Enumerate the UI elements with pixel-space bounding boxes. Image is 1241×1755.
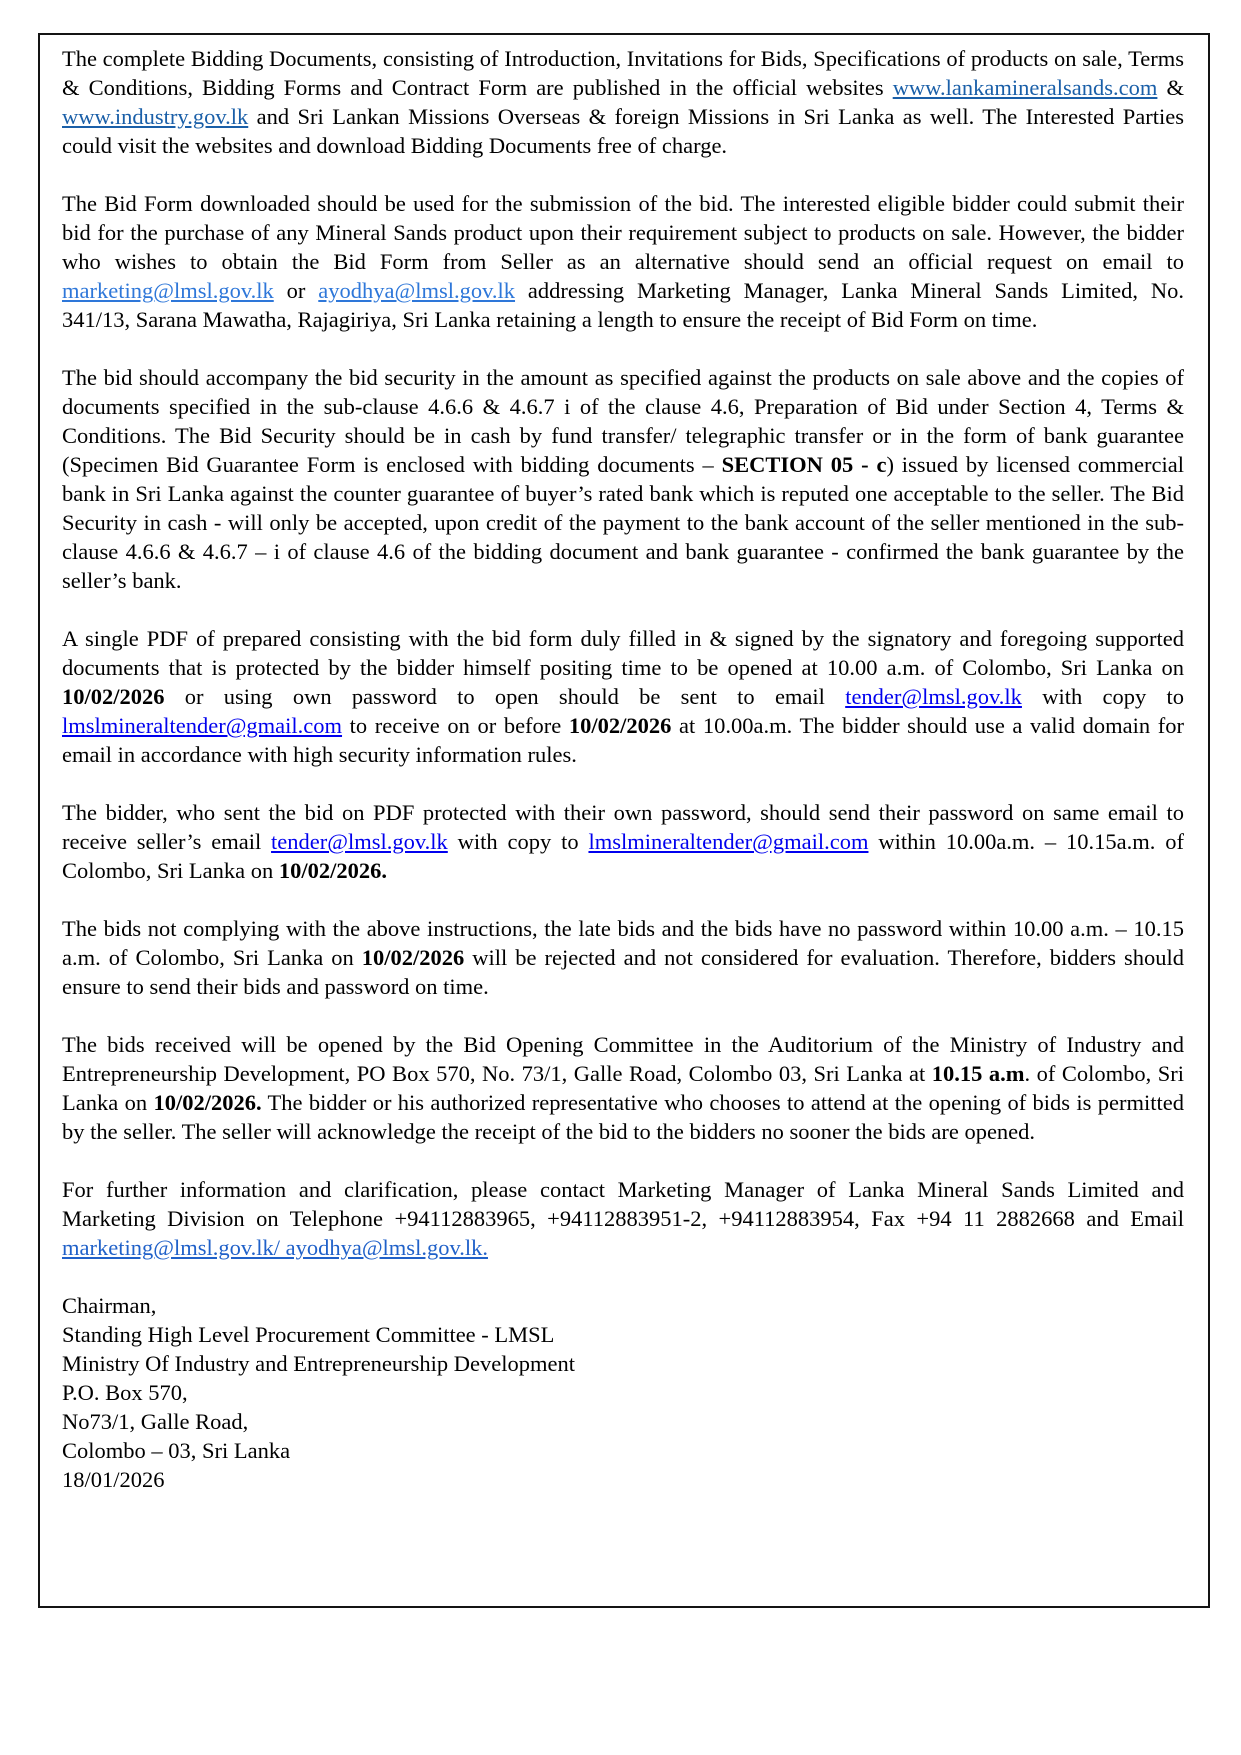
paragraph-rejection [62,914,1184,1001]
paragraph-bid-opening [62,1030,1184,1146]
signature-line: No73/1, Galle Road, [62,1409,249,1434]
body-text: For further information and clarification, please contact Marketing Manager of Lanka Mineral Sands Limited and Marketing Division on Telephone +94112883965, +94112883951-2, +94112883954, Fax +94 11 2882668 and Email [62,1177,1184,1231]
signature-line: Chairman, [62,1293,157,1318]
document-page [38,33,1210,1608]
paragraph-password [62,798,1184,885]
body-text: ) issued by licensed commercial bank in Sri Lanka against the counter guarantee of buyer’s rated bank which is reputed one acceptable to the seller. The Bid Security in cash - will only be accepted, upon credit of the payment to the bank account of the seller mentioned in the sub-clause 4.6.6 & 4.6.7 – i of clause 4.6 of the bidding document and bank guarantee - confirmed the bank guarantee by the seller’s bank. [62,452,1185,593]
bold-text: 10/02/2026 [568,713,672,738]
body-text: The complete Bidding Documents, consisting of Introduction, Invitations for Bids, Specifications of products on sale, Terms & Conditions, Bidding Forms and Contract Form are published in the official websites [62,46,1184,100]
body-text: & [1157,75,1184,100]
body-text: The bid should accompany the bid security in the amount as specified against the products on sale above and the copies of documents specified in the sub-clause 4.6.6 & 4.6.7 i of the clause 4.6, Preparation of Bid under Section 4, Terms & Conditions. The Bid Security should be in cash by fund transfer/ telegraphic transfer or in the form of bank guarantee (Specimen Bid Guarantee Form is enclosed with bidding documents – [62,365,1184,477]
bold-text: SECTION 05 - c [721,452,887,477]
body-text: with copy to [447,829,589,854]
signature-line: 18/01/2026 [62,1467,165,1492]
body-text: or [273,278,319,303]
bold-text: 10.15 a.m [931,1061,1025,1086]
body-text: with copy to [1021,684,1184,709]
signature-line: P.O. Box 570, [62,1380,188,1405]
body-text: The bids received will be opened by the Bid Opening Committee in the Auditorium of the Ministry of Industry and Entrepreneurship Development, PO Box 570, No. 73/1, Galle Road, Colombo 03, Sri Lanka at [62,1032,1184,1086]
link-lankamineralsands-website[interactable]: www.lankamineralsands.com [892,75,1158,100]
bold-text: 10/02/2026. [278,858,387,883]
body-text: . of Colombo, Sri Lanka on [62,1061,1184,1115]
link-tender-email[interactable]: tender@lmsl.gov.lk [271,829,448,854]
signature-block [62,1291,1184,1494]
body-text: will be rejected and not considered for evaluation. Therefore, bidders should ensure to send their bids and password on time. [62,945,1184,999]
body-text: and Sri Lankan Missions Overseas & foreign Missions in Sri Lanka as well. The Interested Parties could visit the websites and download Bidding Documents free of charge. [62,104,1184,158]
link-lmslmineraltender-email[interactable]: lmslmineraltender@gmail.com [62,713,343,738]
link-lmslmineraltender-email[interactable]: lmslmineraltender@gmail.com [588,829,869,854]
signature-line: Colombo – 03, Sri Lanka [62,1438,291,1463]
link-tender-email[interactable]: tender@lmsl.gov.lk [845,684,1022,709]
bold-text: 10/02/2026 [62,684,165,709]
link-marketing-ayodhya-email[interactable]: marketing@lmsl.gov.lk/ ayodhya@lmsl.gov.lk. [62,1235,488,1260]
paragraph-bid-security [62,363,1184,595]
paragraph-bid-form [62,189,1184,334]
document-body [62,44,1184,1262]
body-text: at 10.00a.m. The bidder should use a valid domain for email in accordance with high security information rules. [62,713,1184,767]
paragraph-single-pdf [62,624,1184,769]
paragraph-further-information [62,1175,1184,1262]
body-text: to receive on or before [342,713,569,738]
link-marketing-email[interactable]: marketing@lmsl.gov.lk [62,278,274,303]
bold-text: 10/02/2026 [361,945,465,970]
link-industry-website[interactable]: www.industry.gov.lk [62,104,249,129]
bold-text: 10/02/2026. [153,1090,262,1115]
signature-line: Standing High Level Procurement Committee - LMSL [62,1322,555,1347]
body-text: The bidder or his authorized representative who chooses to attend at the opening of bids is permitted by the seller. The seller will acknowledge the receipt of the bid to the bidders no sooner the bids are opened. [62,1090,1184,1144]
body-text: or using own password to open should be sent to email [164,684,846,709]
body-text: A single PDF of prepared consisting with the bid form duly filled in & signed by the signatory and foregoing supported documents that is protected by the bidder himself positing time to be opened at 10.00 a.m. of Colombo, Sri Lanka on [62,626,1184,680]
body-text: The bids not complying with the above instructions, the late bids and the bids have no password within 10.00 a.m. – 10.15 a.m. of Colombo, Sri Lanka on [62,916,1184,970]
body-text: addressing Marketing Manager, Lanka Mineral Sands Limited, No. 341/13, Sarana Mawatha, Rajagiriya, Sri Lanka retaining a length to ensure the receipt of Bid Form on time. [62,278,1184,332]
body-text: within 10.00a.m. – 10.15a.m. of Colombo, Sri Lanka on [62,829,1184,883]
paragraph-bidding-documents [62,44,1184,160]
body-text: The Bid Form downloaded should be used for the submission of the bid. The interested eligible bidder could submit their bid for the purchase of any Mineral Sands product upon their requirement subject to products on sale. However, the bidder who wishes to obtain the Bid Form from Seller as an alternative should send an official request on email to [62,191,1184,274]
link-ayodhya-email[interactable]: ayodhya@lmsl.gov.lk [318,278,516,303]
body-text: The bidder, who sent the bid on PDF protected with their own password, should send their password on same email to receive seller’s email [62,800,1184,854]
signature-line: Ministry Of Industry and Entrepreneurship Development [62,1351,576,1376]
